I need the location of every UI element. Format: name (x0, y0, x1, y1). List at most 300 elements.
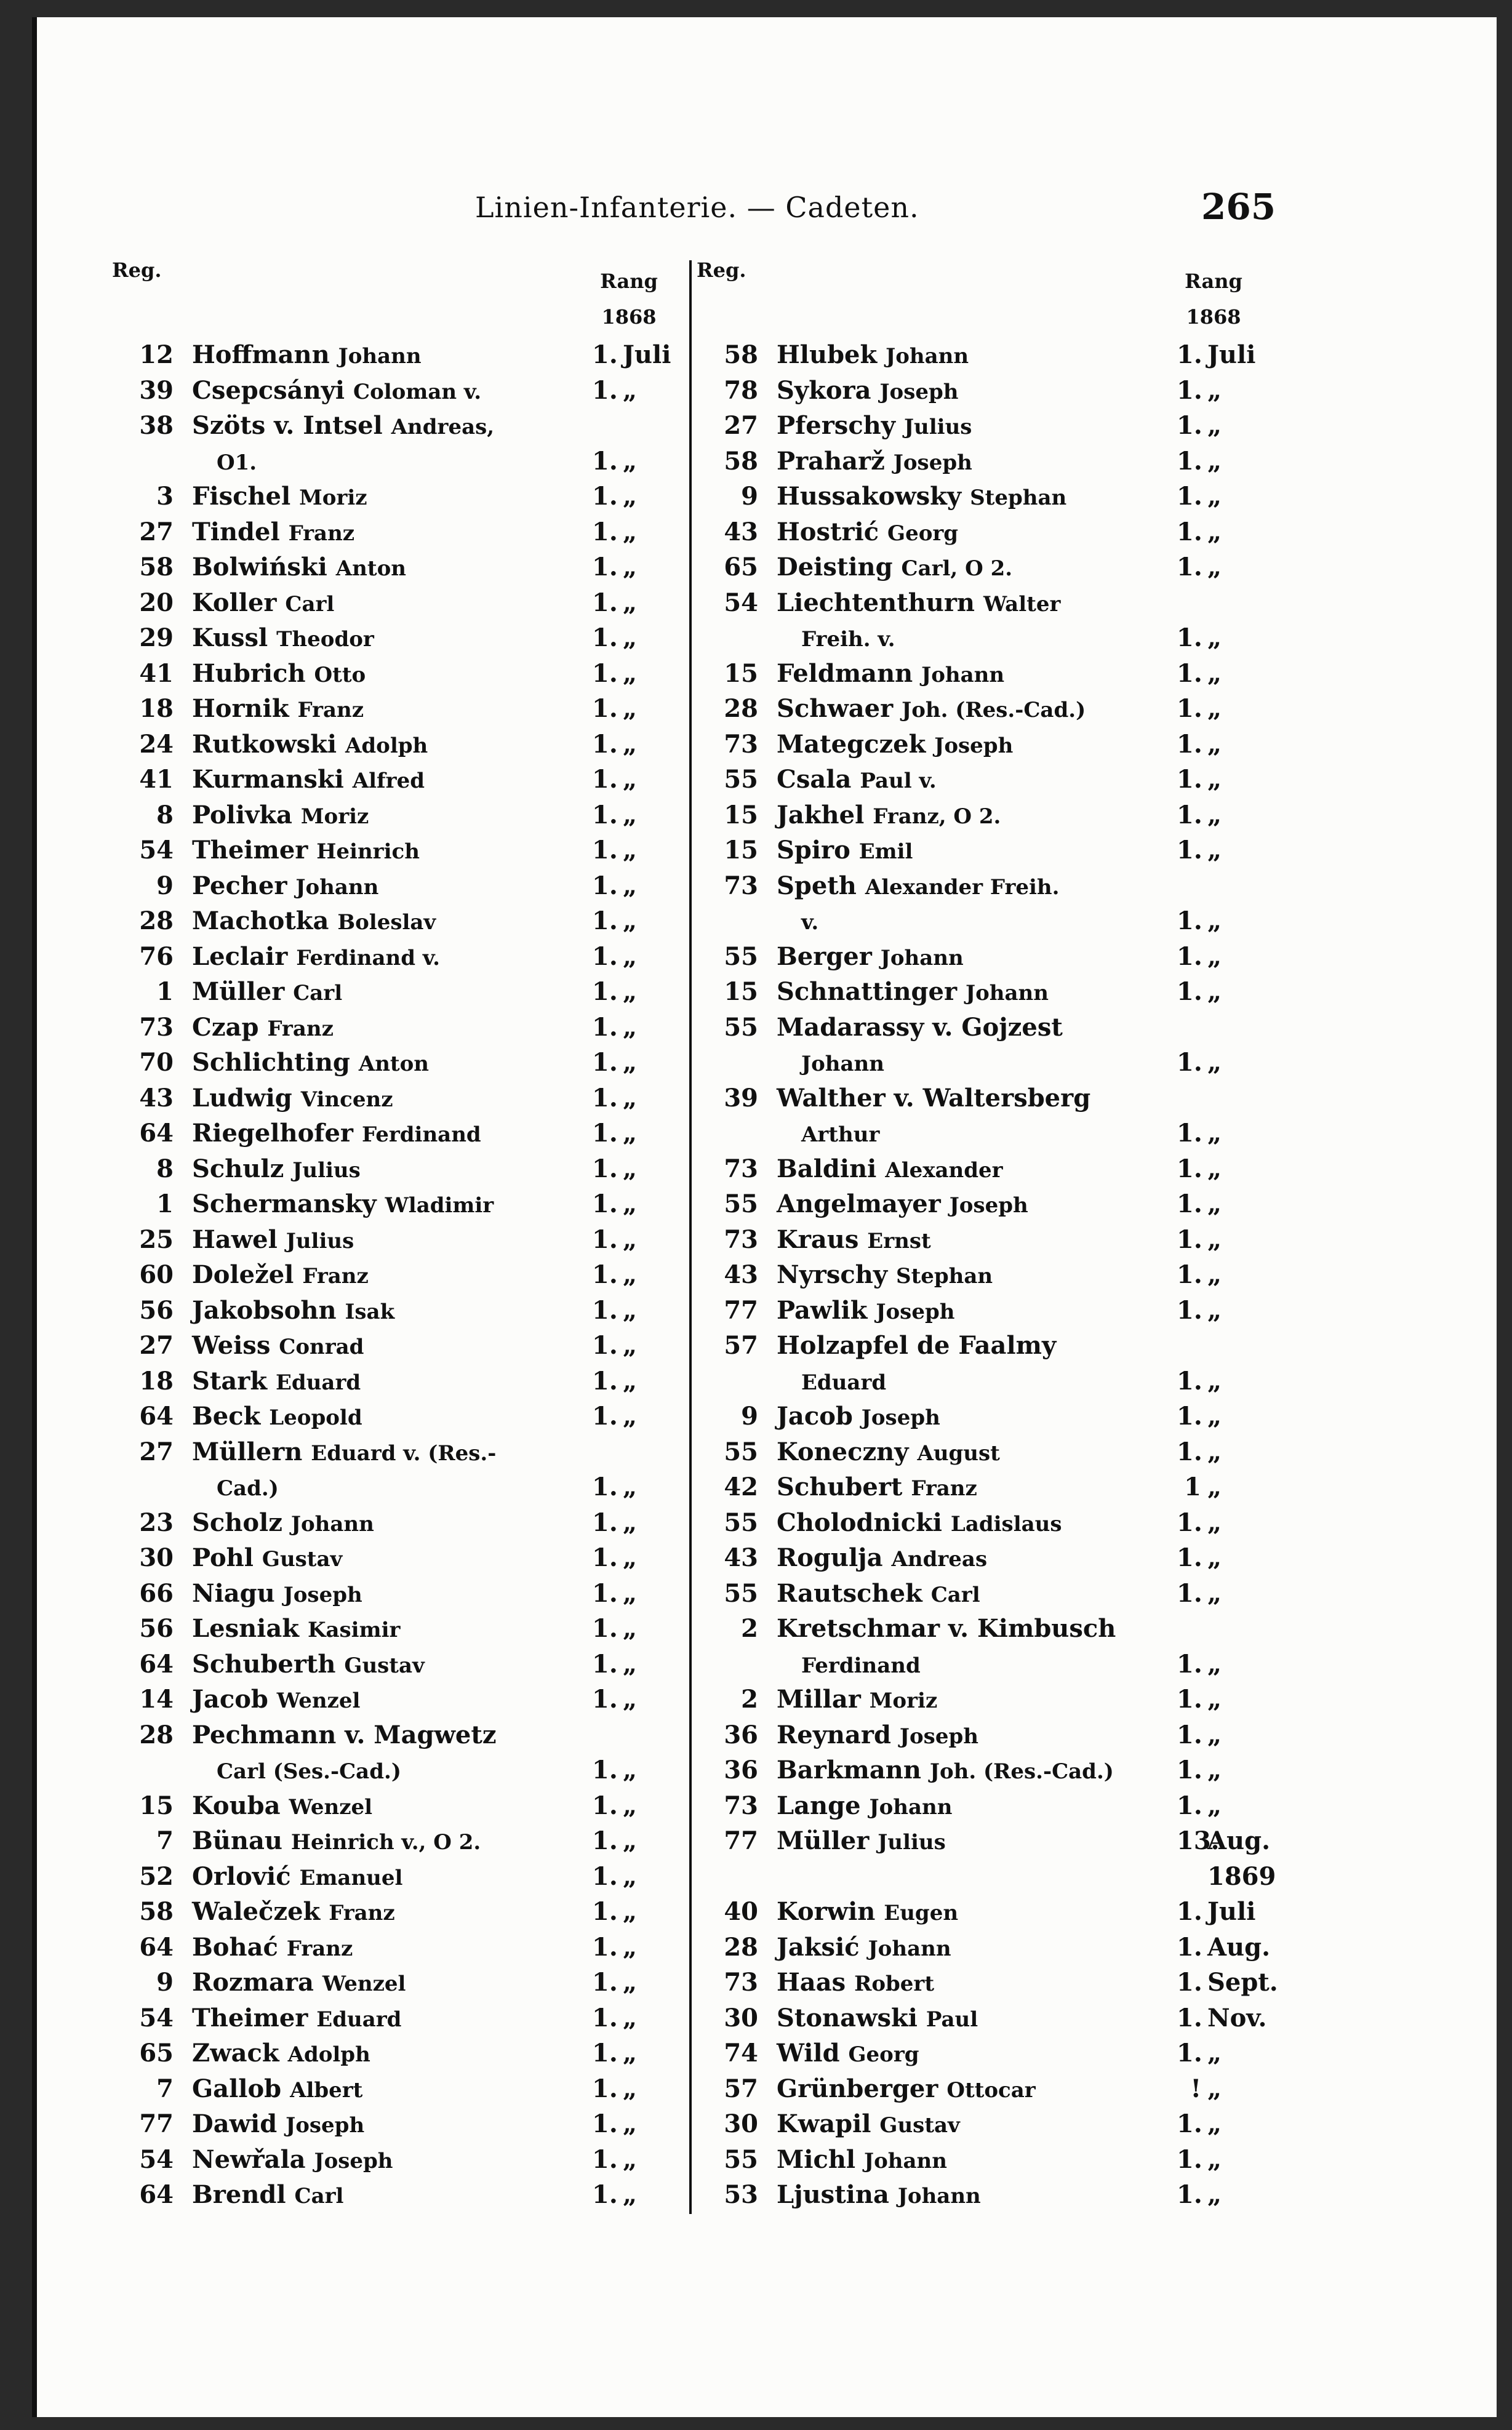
rank-month: „ (1207, 906, 1222, 935)
given-name: Anton (358, 1052, 430, 1076)
rank-day: 1. (1177, 482, 1202, 511)
cadet-name (192, 656, 366, 693)
rank-day: 1. (592, 1932, 618, 1962)
surname: Kurmanski (192, 765, 344, 794)
rank-month: „ (1207, 1756, 1222, 1785)
rank-day: 1. (592, 1508, 618, 1537)
given-name: Johann (868, 1936, 951, 1961)
surname: Schubert (777, 1473, 903, 1501)
rank-day: 1. (592, 2144, 618, 2174)
rank-day: 1. (592, 977, 618, 1006)
surname: Speth (777, 871, 857, 900)
entry-row (112, 1328, 684, 1364)
cadet-name (777, 373, 958, 410)
cadet-name (777, 1576, 980, 1613)
rank-month: „ (623, 2144, 638, 2174)
rank-month: „ (1207, 765, 1222, 794)
cadet-name (777, 974, 1049, 1012)
cadet-name (192, 1788, 372, 1826)
given-name: Stephan (970, 486, 1067, 510)
entry-row (112, 1364, 684, 1399)
regiment-number: 55 (724, 765, 758, 794)
cadet-name (777, 1611, 1116, 1649)
rank-day: 1. (592, 1578, 618, 1608)
surname: Pferschy (777, 411, 896, 440)
entry-row (697, 762, 1263, 797)
regiment-number: 43 (139, 1083, 174, 1113)
rang-label: Rang (600, 270, 658, 293)
given-name: Alexander Freih. (865, 874, 1060, 900)
rank-month: „ (623, 1119, 638, 1148)
surname: Pecher (192, 871, 287, 900)
rank-day: 1. (592, 2109, 618, 2138)
page-spine-shadow (32, 17, 37, 2417)
given-name: Isak (345, 1299, 395, 1324)
cadet-name (192, 1186, 494, 1224)
rank-day: 1. (592, 1614, 618, 1643)
entry-row (697, 1257, 1263, 1293)
cadet-name (801, 1045, 884, 1082)
regiment-number: 28 (724, 1932, 758, 1962)
rank-month: Aug. (1207, 1826, 1271, 1855)
cadet-name (777, 1151, 1003, 1189)
given-name: Joseph (283, 1582, 362, 1607)
cadet-name (217, 1753, 401, 1790)
surname: Jakhel (777, 800, 865, 829)
cadet-name (192, 868, 378, 906)
surname: Liechtenthurn (777, 588, 975, 617)
given-name: Joseph (893, 450, 972, 475)
entry-row (697, 691, 1263, 727)
entry-row (112, 479, 684, 514)
rank-day: 1. (592, 623, 618, 652)
regiment-number: 12 (139, 340, 174, 369)
rank-month: „ (1207, 1119, 1222, 1148)
regiment-number: 28 (724, 694, 758, 723)
surname: Spiro (777, 836, 850, 865)
cadet-name (192, 833, 420, 870)
cadet-name (777, 514, 958, 552)
cadet-name (777, 1505, 1062, 1543)
rank-day: 1. (1177, 1295, 1202, 1325)
given-name: Johann (295, 874, 379, 900)
rank-month: „ (623, 871, 638, 900)
cadet-name (777, 1788, 952, 1826)
rank-month: „ (1207, 1473, 1222, 1501)
rank-month: „ (623, 375, 638, 405)
cadet-name (192, 2106, 364, 2144)
surname: Müllern (192, 1437, 303, 1466)
entry-row (112, 1434, 684, 1470)
rank-day: 1. (1177, 1048, 1202, 1077)
cadet-name (777, 1010, 1063, 1047)
surname: Lesniak (192, 1614, 300, 1643)
rang-header (1177, 263, 1250, 335)
rank-day: 1. (592, 765, 618, 794)
rank-month: „ (623, 1826, 638, 1855)
surname: Scholz (192, 1508, 282, 1537)
surname: Hubrich (192, 658, 306, 688)
rank-month: „ (623, 1366, 638, 1396)
reg-header: Reg. (697, 258, 746, 282)
given-name: Franz (329, 1901, 395, 1925)
entry-row (697, 1823, 1271, 1859)
rank-month: „ (1207, 1508, 1222, 1537)
cadet-name (192, 1045, 429, 1082)
cadet-name (777, 2036, 919, 2073)
left-column-header (112, 251, 684, 337)
regiment-number: 42 (724, 1473, 758, 1501)
regiment-number: 57 (724, 2074, 758, 2103)
rank-month: „ (623, 1225, 638, 1254)
rank-day: 1. (1177, 1578, 1202, 1608)
regiment-number: 73 (724, 1791, 758, 1820)
surname: Jacob (192, 1685, 268, 1714)
surname: Schwaer (777, 694, 894, 723)
entry-row (112, 1045, 684, 1081)
regiment-number: 58 (139, 1897, 174, 1926)
surname: Pawlik (777, 1295, 868, 1325)
rank-day: 1. (592, 871, 618, 900)
regiment-number: 27 (139, 1437, 174, 1466)
cadet-name (192, 2142, 393, 2180)
rank-day: 1 (1184, 1473, 1201, 1501)
entry-row (697, 1859, 1276, 1895)
cadet-name (777, 1257, 993, 1295)
regiment-number: 55 (724, 941, 758, 971)
entry-row (697, 1328, 1263, 1364)
regiment-number: 43 (724, 517, 758, 546)
rank-month: „ (1207, 1366, 1222, 1396)
rank-day: 1. (592, 2074, 618, 2103)
rank-month: „ (623, 1331, 638, 1360)
cadet-name (801, 1364, 886, 1401)
regiment-number: 41 (139, 765, 174, 794)
rank-month: „ (1207, 623, 1222, 652)
entry-row (112, 1682, 684, 1717)
rank-month: Sept. (1207, 1968, 1278, 1997)
cadet-name (777, 868, 1059, 906)
rank-day: 1. (1177, 1402, 1202, 1431)
entry-row (112, 1894, 684, 1930)
cadet-name (192, 337, 422, 375)
surname: Hlubek (777, 340, 878, 369)
rank-month: „ (623, 1756, 638, 1785)
surname: Newřala (192, 2144, 306, 2174)
regiment-number: 55 (724, 1578, 758, 1608)
entry-row (697, 727, 1263, 762)
entry-row (697, 1576, 1263, 1612)
rank-month: „ (1207, 2039, 1222, 2068)
entry-row (112, 1505, 684, 1541)
given-name: Carl (285, 591, 335, 617)
rank-day: 1. (1177, 2109, 1202, 2138)
surname: Schulz (192, 1154, 284, 1183)
rang-header (592, 263, 666, 335)
cadet-name (192, 1257, 369, 1295)
rank-day: 1. (592, 1331, 618, 1360)
surname: Walečzek (192, 1897, 321, 1926)
cadet-name (777, 1823, 946, 1861)
regiment-number: 64 (139, 1402, 174, 1431)
rank-month: Nov. (1207, 2003, 1267, 2032)
regiment-number: 15 (139, 1791, 174, 1820)
rank-month: „ (1207, 1225, 1222, 1254)
rank-day: 1. (592, 1048, 618, 1077)
regiment-number: 54 (139, 2003, 174, 2032)
given-name: Heinrich v., O 2. (290, 1830, 481, 1855)
entry-row (697, 1611, 1263, 1647)
rank-month: „ (1207, 1685, 1222, 1714)
entry-row (697, 1894, 1263, 1930)
given-name: Wenzel (322, 1972, 406, 1996)
given-name: Joseph (899, 1724, 978, 1749)
entry-row (697, 1469, 1263, 1505)
surname: Schlichting (192, 1048, 350, 1077)
cadet-name (777, 550, 1012, 587)
entry-row (697, 974, 1263, 1010)
rank-month: Juli (623, 340, 671, 369)
surname: Riegelhofer (192, 1119, 353, 1148)
rank-day: 1. (1177, 1756, 1202, 1785)
entry-row (697, 2177, 1263, 2213)
entry-row (112, 1930, 684, 1965)
given-name: Andreas, (391, 415, 495, 439)
rank-month: „ (623, 1861, 638, 1891)
cadet-name (777, 2071, 1036, 2109)
cadet-name (777, 1753, 1114, 1790)
entry-row (112, 1081, 684, 1116)
cadet-name (192, 1682, 360, 1719)
rank-month: „ (623, 2039, 638, 2068)
cadet-name (192, 1894, 395, 1932)
cadet-name (801, 1116, 879, 1153)
given-name: Moriz (300, 804, 369, 829)
entry-row (697, 1151, 1263, 1187)
entry-row (112, 727, 684, 762)
surname: Walther v. Waltersberg (777, 1083, 1091, 1113)
surname: Rutkowski (192, 729, 337, 759)
surname: Deisting (777, 553, 893, 582)
cadet-name (192, 2036, 370, 2073)
cadet-name (777, 2177, 981, 2215)
entry-row (697, 1505, 1263, 1541)
rank-month: „ (623, 729, 638, 759)
regiment-number: 73 (139, 1012, 174, 1042)
given-name: Joseph (879, 379, 959, 404)
given-name: Boleslav (337, 910, 436, 935)
rank-day: 1. (1177, 800, 1202, 829)
regiment-number: 65 (139, 2039, 174, 2068)
rank-day: 1. (592, 1897, 618, 1926)
right-entry-list (697, 337, 1278, 2213)
surname: Koneczny (777, 1437, 909, 1466)
rank-month: „ (1207, 729, 1222, 759)
rank-day: 1. (592, 1756, 618, 1785)
given-name: Johann (886, 344, 969, 369)
given-name: Gustav (344, 1653, 425, 1678)
given-name: Georg (887, 521, 959, 546)
surname: Müller (192, 977, 285, 1006)
rank-day: 1. (1177, 1649, 1202, 1679)
cadet-name (192, 1611, 400, 1649)
given-name: Georg (848, 2042, 919, 2067)
rank-month: „ (623, 836, 638, 865)
cadet-name (777, 408, 972, 446)
regiment-number: 39 (139, 375, 174, 405)
entry-row (112, 656, 684, 692)
cadet-name (192, 373, 481, 410)
entry-row (112, 2000, 684, 2036)
rank-month: „ (623, 1932, 638, 1962)
entry-row (112, 868, 684, 904)
surname: Korwin (777, 1897, 876, 1926)
rank-day: 1. (592, 2003, 618, 2032)
cadet-name (777, 2000, 978, 2038)
rank-month: „ (623, 1402, 638, 1431)
regiment-number: 15 (724, 800, 758, 829)
cadet-name (192, 1010, 334, 1047)
rang-year: 1868 (601, 305, 657, 329)
given-name: Johann (965, 981, 1049, 1005)
entry-row (697, 514, 1263, 550)
rank-day: ! (1190, 2074, 1201, 2103)
rank-day: 1. (592, 446, 618, 476)
surname: Hussakowsky (777, 482, 962, 511)
given-name: Anton (335, 556, 406, 581)
given-name: Johann (869, 1794, 953, 1820)
cadet-name (192, 1505, 374, 1543)
regiment-number: 15 (724, 836, 758, 865)
given-name: Johann (338, 344, 422, 369)
rank-month: „ (623, 1154, 638, 1183)
surname: Baldini (777, 1154, 877, 1183)
rank-day: 1. (592, 1473, 618, 1501)
rank-month: „ (1207, 658, 1222, 688)
regiment-number: 15 (724, 658, 758, 688)
rank-month: „ (623, 1473, 638, 1501)
rank-month: „ (1207, 375, 1222, 405)
entry-row (697, 1965, 1278, 2000)
rank-month: „ (623, 1685, 638, 1714)
rank-month: „ (1207, 2109, 1222, 2138)
rank-day: 1. (1177, 906, 1202, 935)
given-name: Heinrich (316, 839, 420, 864)
entry-row (112, 2142, 684, 2178)
rank-day: 1. (1177, 375, 1202, 405)
rank-day: 1. (592, 800, 618, 829)
entry-row (112, 1540, 684, 1576)
cadet-name (192, 585, 334, 623)
cadet-name (192, 727, 428, 764)
entry-row (112, 1293, 684, 1329)
regiment-number: 64 (139, 1119, 174, 1148)
rank-month: „ (1207, 1260, 1222, 1289)
rank-month: „ (623, 906, 638, 935)
given-name: Leopold (269, 1405, 362, 1430)
rank-day: 1. (592, 482, 618, 511)
surname: Dawid (192, 2109, 278, 2138)
rank-day: 1. (592, 553, 618, 582)
surname: Wild (777, 2039, 840, 2068)
surname: Kwapil (777, 2109, 871, 2138)
entry-row (697, 1222, 1263, 1258)
rank-month: „ (623, 446, 638, 476)
entry-row (697, 2036, 1263, 2071)
left-entry-list (112, 337, 684, 2213)
regiment-number: 18 (139, 694, 174, 723)
given-name: Franz, O 2. (873, 804, 1001, 829)
running-header (32, 186, 1497, 240)
cadet-name (777, 1081, 1090, 1118)
surname: Zwack (192, 2039, 279, 2068)
entry-row (112, 620, 684, 656)
rank-month: „ (1207, 941, 1222, 971)
rank-month: „ (1207, 2180, 1222, 2209)
rank-day: 1. (592, 1685, 618, 1714)
cadet-name (192, 1434, 496, 1472)
surname: Berger (777, 941, 872, 971)
given-name: Ottocar (946, 2077, 1036, 2103)
surname: Niagu (192, 1578, 275, 1608)
rank-month: „ (623, 1189, 638, 1218)
surname: Nyrschy (777, 1260, 888, 1289)
entry-row (112, 1788, 684, 1824)
regiment-number: 1 (156, 1189, 174, 1218)
regiment-number: 58 (139, 553, 174, 582)
given-name: Julius (286, 1228, 354, 1253)
given-name: Eugen (884, 1901, 959, 1925)
rank-month: „ (1207, 1578, 1222, 1608)
entry-row (112, 762, 684, 797)
given-name: Johann (921, 662, 1005, 687)
rank-day: 1. (592, 1649, 618, 1679)
regiment-number: 39 (724, 1083, 758, 1113)
rank-day: 1. (1177, 623, 1202, 652)
surname: Kraus (777, 1225, 859, 1254)
rank-month: „ (623, 2003, 638, 2032)
cadet-name (192, 1540, 342, 1578)
rank-day: 1. (1177, 411, 1202, 440)
cadet-name (192, 1328, 364, 1365)
regiment-number: 65 (724, 553, 758, 582)
entry-row (697, 939, 1263, 975)
entry-row (697, 656, 1263, 692)
regiment-number: 64 (139, 1649, 174, 1679)
cadet-name (777, 1293, 954, 1330)
cadet-name (192, 2177, 343, 2215)
regiment-number: 55 (724, 1189, 758, 1218)
given-name: Eduard v. (Res.- (311, 1441, 497, 1466)
rank-day: 1. (592, 1295, 618, 1325)
regiment-number: 41 (139, 658, 174, 688)
regiment-number: 55 (724, 1437, 758, 1466)
regiment-number: 55 (724, 1012, 758, 1042)
given-name: Walter (983, 591, 1061, 617)
regiment-number: 30 (139, 1543, 174, 1572)
cadet-name (777, 337, 969, 375)
rank-day: 1. (1177, 1225, 1202, 1254)
entry-row (112, 2036, 684, 2071)
rank-month: „ (623, 941, 638, 971)
entry-row (112, 2071, 684, 2107)
regiment-number: 56 (139, 1295, 174, 1325)
cadet-name (192, 1965, 406, 2002)
cadet-name (192, 1930, 353, 1967)
regiment-number: 7 (156, 1826, 174, 1855)
entry-row (112, 408, 684, 444)
rank-month: „ (1207, 1048, 1222, 1077)
